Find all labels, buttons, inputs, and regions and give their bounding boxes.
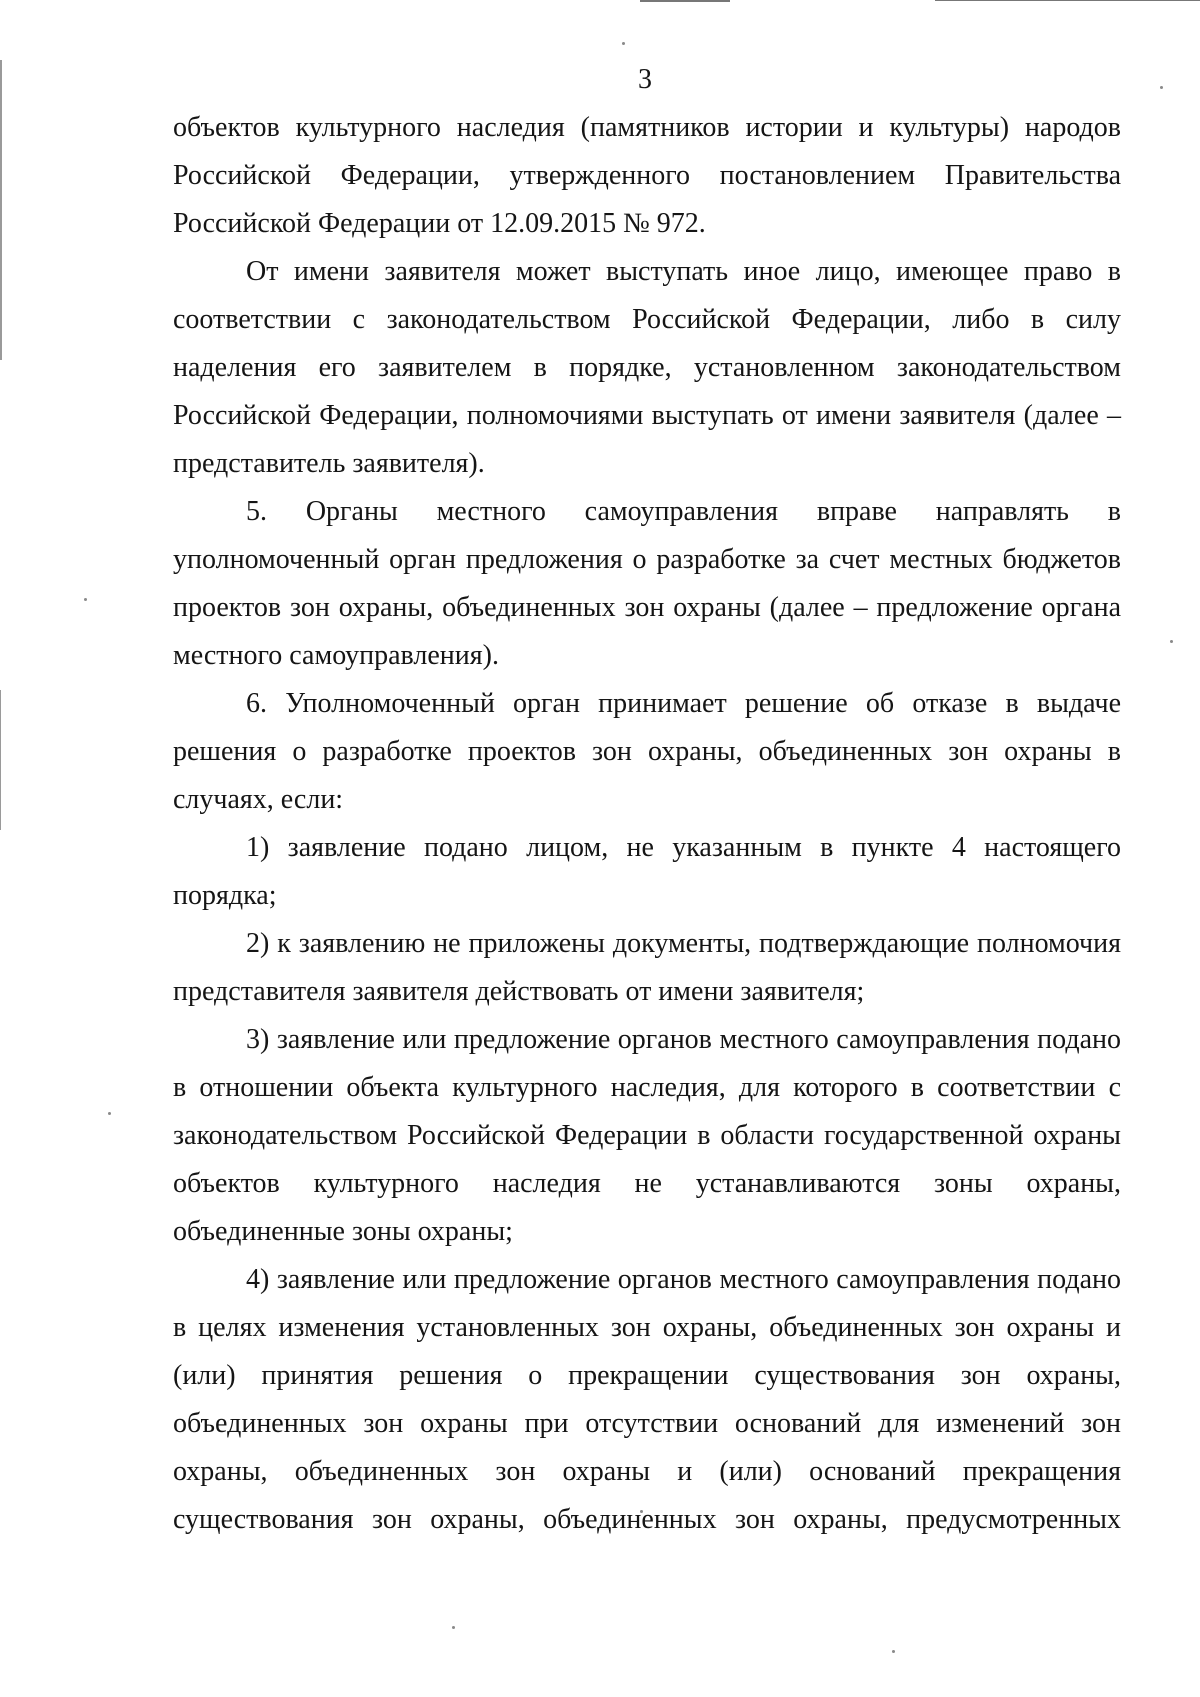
list-item-2: 2) к заявлению не приложены документы, подтверждающие полномочия представителя заявителя действовать от имени заявителя; [173, 928, 1121, 1007]
list-item-1: 1) заявление подано лицом, не указанным в пункте 4 настоящего порядка; [173, 832, 1121, 911]
scan-artifact-left-edge-lower [0, 690, 1, 830]
paragraph-item-5: 5. Органы местного самоуправления вправе направлять в уполномоченный орган предложения о разработке за счет местных бюджетов проектов зон охраны, объединенных зон охраны (далее – предложение органа местного самоуправления). [173, 496, 1121, 671]
list-item-3: 3) заявление или предложение органов местного самоуправления подано в отношении объекта культурного наследия, для которого в соответствии с законодательством Российской Федерации в области государственной охраны объектов культурного наследия не устанавливаются зоны охраны, объединенные зоны охраны; [173, 1024, 1121, 1247]
scan-artifact-top-line [640, 0, 730, 2]
scan-artifact-dot [108, 1112, 111, 1115]
scan-artifact-dot [1170, 640, 1173, 643]
list-item-4: 4) заявление или предложение органов местного самоуправления подано в целях изменения установленных зон охраны, объединенных зон охраны и (или) принятия решения о прекращении существования зон охраны, объединенных зон охраны при отсутствии оснований для изменений зон охраны, объединенных зон охраны и (или) оснований прекращения существования зон охраны, объединенных зон охраны, предусмотренных [173, 1264, 1121, 1535]
scan-artifact-left-edge [0, 60, 2, 360]
scan-artifact-dot [452, 1626, 455, 1629]
page-number: 3 [638, 64, 652, 95]
scan-artifact-dot [622, 42, 625, 45]
paragraph-representative: От имени заявителя может выступать иное лицо, имеющее право в соответствии с законодательством Российской Федерации, либо в силу наделения его заявителем в порядке, установленном законодательством Российской Федерации, полномочиями выступать от имени заявителя (далее – представитель заявителя). [173, 256, 1121, 479]
scan-artifact-top-line-right [935, 0, 1200, 1]
scan-artifact-dot [84, 598, 87, 601]
paragraph-intro-continuation: объектов культурного наследия (памятников истории и культуры) народов Российской Федерации, утвержденного постановлением Правительства Российской Федерации от 12.09.2015 № 972. [173, 112, 1121, 239]
document-body [173, 104, 1121, 1544]
paragraph-item-6: 6. Уполномоченный орган принимает решение об отказе в выдаче решения о разработке проектов зон охраны, объединенных зон охраны в случаях, если: [173, 688, 1121, 815]
scan-artifact-dot [892, 1650, 895, 1653]
